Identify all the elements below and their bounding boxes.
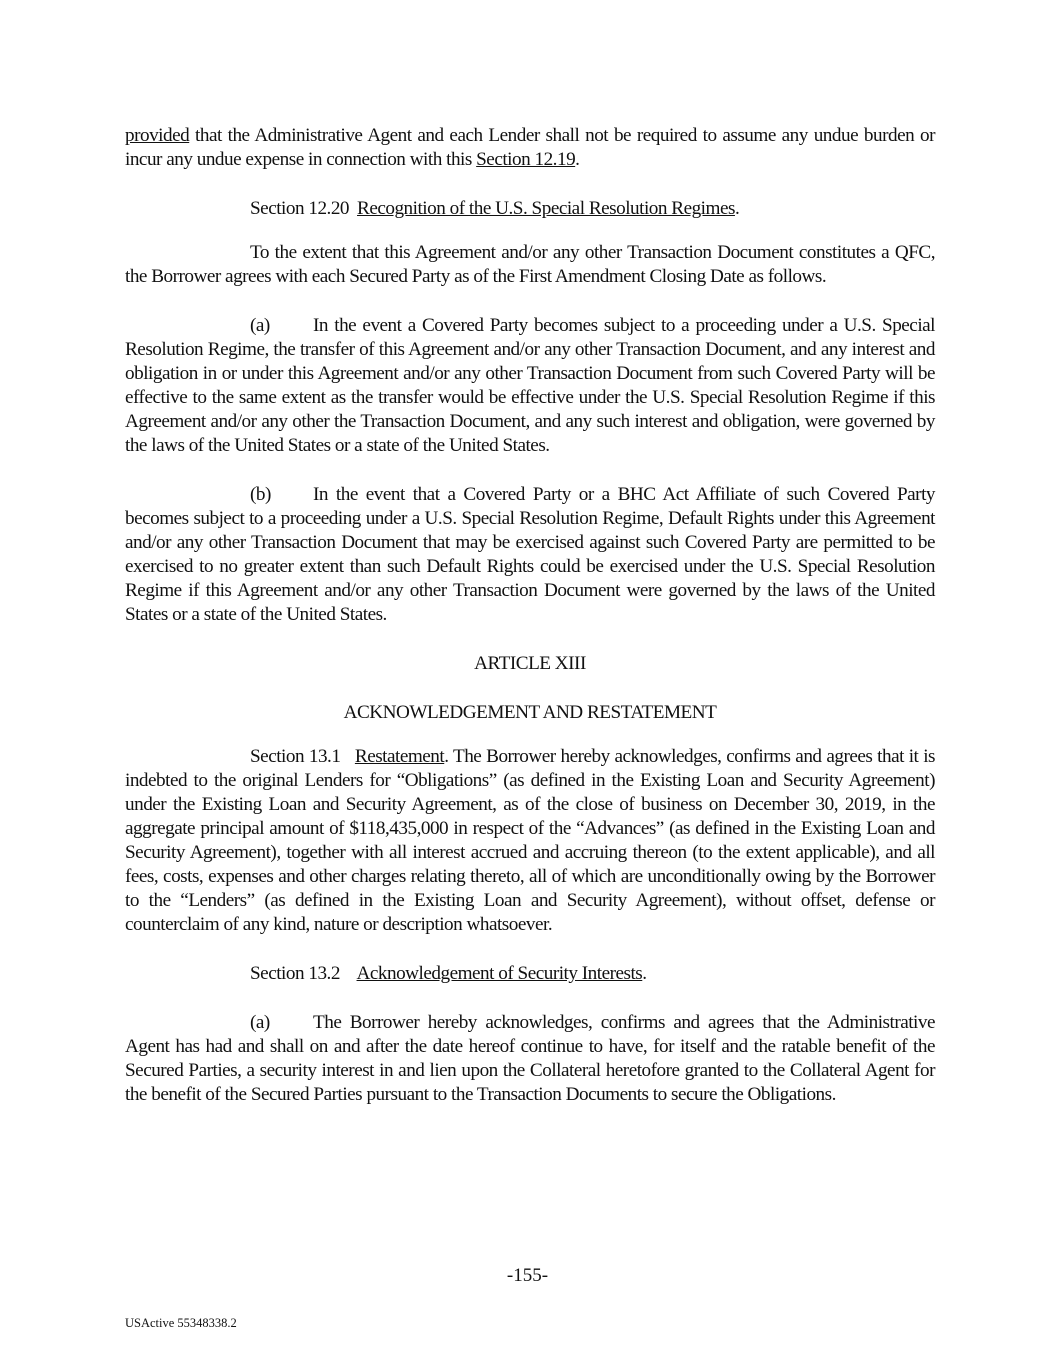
article-title: ACKNOWLEDGEMENT AND RESTATEMENT [343,702,717,723]
page-number: -155- [506,1265,549,1286]
section-13-2-item-a [125,1011,935,1107]
section-12-20-item-b [125,483,935,627]
section-12-20-heading: Section 12.20 Recognition of the U.S. Special Resolution Regimes. [250,198,740,219]
section-number: Section 13.2 [250,963,340,984]
section-text: . The Borrower hereby acknowledges, confirms and agrees that it is indebted to the original Lenders for “Obligations” (as defined in the Existing Loan and Security Agreement) under the Existing Loan and Security Agreement, as of the close of business on December 30, 2019, in the aggregate principal amount of $118,435,000 in respect of the “Advances” (as defined in the Existing Loan and Security Agreement), together with all interest accrued and accruing thereon (to the extent applicable), and all fees, costs, expenses and other charges relating thereto, all of which are unconditionally owing by the Borrower to the “Lenders” (as defined in the Existing Loan and Security Agreement), without offset, defense or counterclaim of any kind, nature or description whatsoever. [125,746,935,935]
item-letter: (a) [250,1012,270,1033]
section-title: Acknowledgement of Security Interests [356,963,643,984]
item-text: In the event that a Covered Party or a BHC Act Affiliate of such Covered Party becomes subject to a proceeding under a U.S. Special Resolution Regime, Default Rights under this Agreement and/or any other Transaction Document that may be exercised against such Covered Party are permitted to be exercised to no greater extent than such Default Rights could be exercised under the U.S. Special Resolution Regime if this Agreement and/or any other Transaction Document were governed by the laws of the United States or a state of the United States. [125,484,935,625]
section-12-20-item-a [125,314,935,458]
item-text: The Borrower hereby acknowledges, confirms and agrees that the Administrative Agent has had and shall on and after the date hereof continue to have, for itself and the ratable benefit of the Secured Parties, a security interest in and lien upon the Collateral heretofore granted to the Collateral Agent for the benefit of the Secured Parties pursuant to the Transaction Documents to secure the Obligations. [125,1012,935,1105]
item-letter: (a) [250,315,270,336]
section-13-2-heading: Section 13.2 Acknowledgement of Security Interests. [250,963,647,984]
section-number: Section 12.20 [250,198,350,219]
section-13-1-paragraph [125,745,935,937]
provided-term: provided [125,125,190,146]
section-number: Section 13.1 [250,746,341,767]
document-id: USActive 55348338.2 [125,1316,237,1330]
article-number: ARTICLE XIII [474,653,586,674]
item-text: In the event a Covered Party becomes subject to a proceeding under a U.S. Special Resolution Regime, the transfer of this Agreement and/or any other Transaction Document, and any interest and obligation in or under this Agreement and/or any other Transaction Document from such Covered Party will be effective to the same extent as the transfer would be effective under the U.S. Special Resolution Regime if this Agreement and/or any other the Transaction Document, and any such interest and obligation, were governed by the laws of the United States or a state of the United States. [125,315,935,456]
section-reference: Section 12.19 [476,149,576,170]
continuation-paragraph: provided that the Administrative Agent and each Lender shall not be required to assume any undue burden or incur any undue expense in connection with this Section 12.19. [125,125,935,170]
section-title: Recognition of the U.S. Special Resolution Regimes [357,198,735,219]
section-title: Restatement [354,746,445,767]
continuation-text: that the Administrative Agent and each Lender shall not be required to assume any undue burden or incur any undue expense in connection with this [125,125,935,170]
section-12-20-intro: To the extent that this Agreement and/or any other Transaction Document constitutes a QFC, the Borrower agrees with each Secured Party as of the First Amendment Closing Date as follows. [125,242,935,287]
document-page [125,124,935,1107]
item-letter: (b) [250,484,271,505]
